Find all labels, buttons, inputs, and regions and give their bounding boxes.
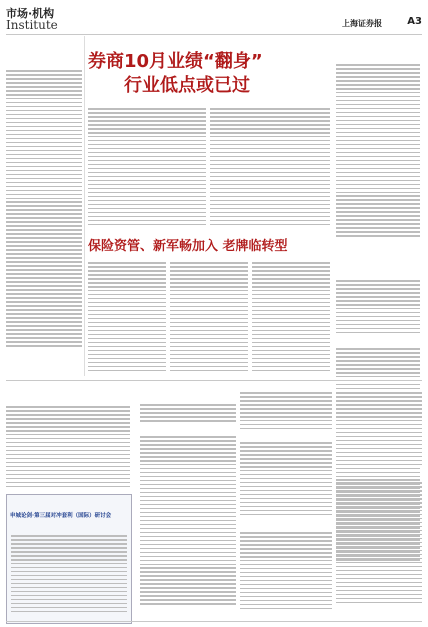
second-body-col-2: [170, 262, 248, 374]
lead-title-line-2: 行业低点或已过: [124, 75, 250, 96]
section-title-en: Institute: [6, 18, 58, 32]
bottom-body-2: [140, 404, 236, 424]
second-body-col-1: [88, 262, 166, 374]
paper-name: 上海证券报: [342, 18, 382, 28]
bottom-body-1: [6, 406, 130, 490]
conference-advertisement: [6, 494, 132, 624]
right-body-text-2: [336, 280, 420, 336]
ad-schedule-text: [11, 535, 127, 615]
lead-title-line-1: 券商10月业绩“翻身”: [88, 51, 263, 72]
right-body-text: [336, 64, 420, 239]
bottom-body-4a: [240, 392, 332, 432]
bottom-body-7: [336, 482, 422, 606]
left-body-text: [6, 70, 82, 349]
bottom-body-6: [336, 392, 422, 468]
second-headline: 保险资管、新军畅加入 老牌临转型: [88, 239, 288, 254]
bottom-body-4: [240, 442, 332, 518]
masthead: [6, 4, 422, 35]
second-body-col-3: [252, 262, 330, 374]
section-divider: [6, 380, 422, 381]
bottom-body-5: [240, 532, 332, 612]
second-story-title: [88, 235, 331, 257]
lead-body-col-1: [88, 108, 206, 228]
lead-body-col-2: [210, 108, 330, 228]
page-footer-rule: [6, 621, 422, 622]
left-column: [6, 36, 85, 376]
ad-title: 申城论剑·第三届对冲套利（国际）研讨会: [10, 513, 112, 519]
section-title: 市场·机构: [6, 7, 55, 20]
bottom-body-3: [140, 436, 236, 607]
page-number: A3: [407, 16, 422, 27]
